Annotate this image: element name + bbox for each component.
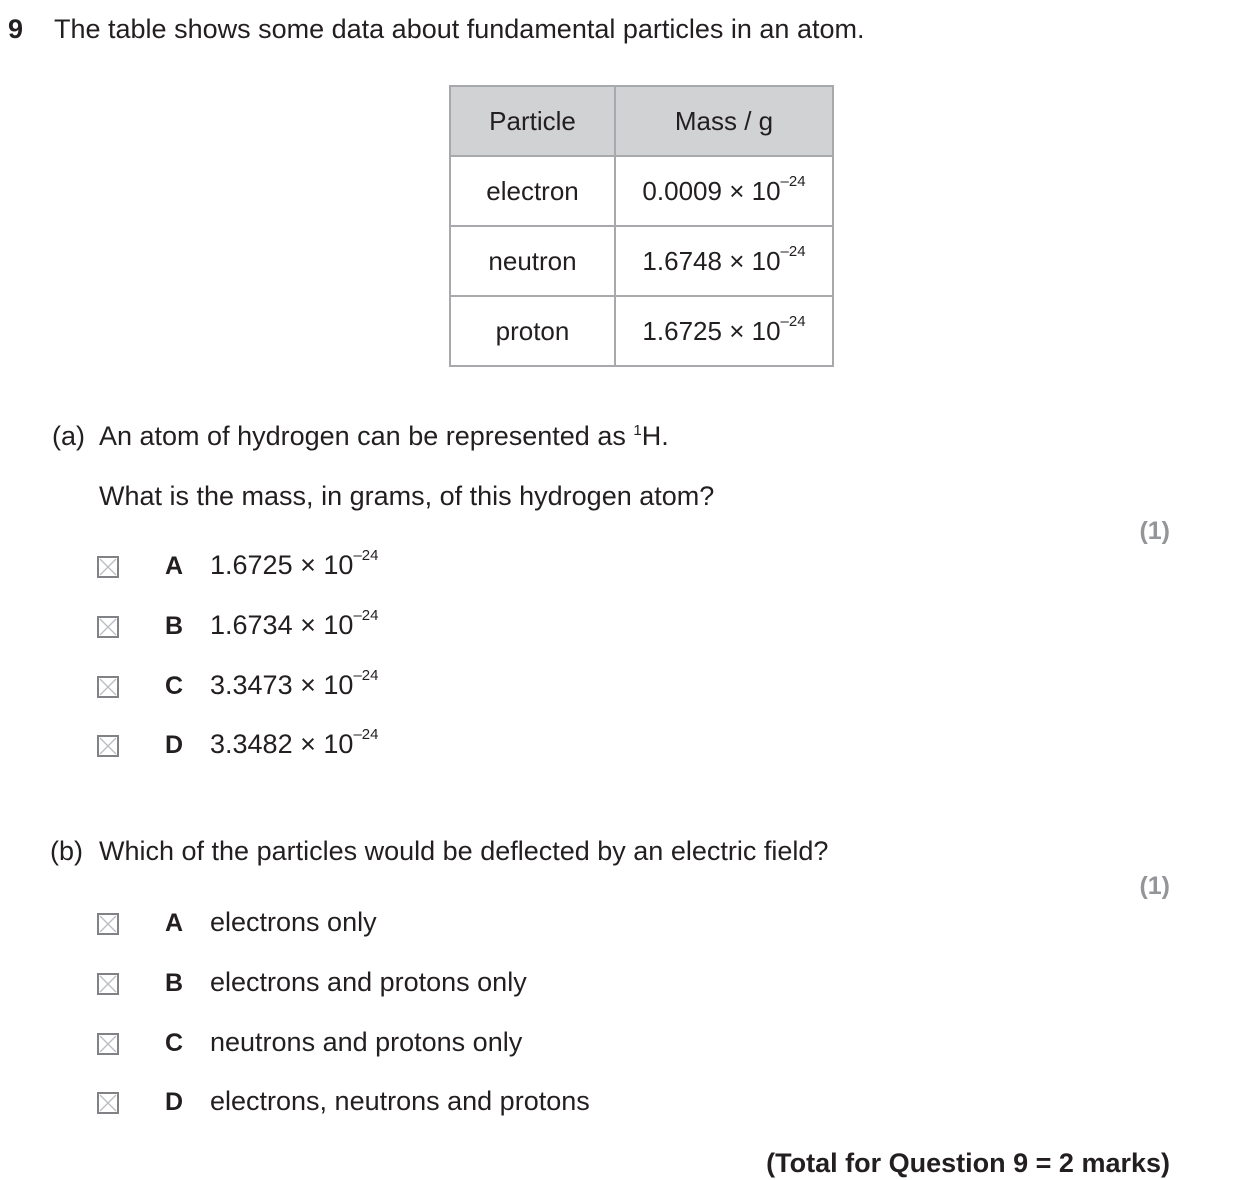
option-text: neutrons and protons only	[210, 1027, 523, 1057]
option-letter: C	[165, 672, 184, 700]
part-a-question-line1	[99, 421, 669, 452]
option-text	[210, 726, 379, 760]
isotope-mass-number: 1	[633, 422, 642, 439]
answer-checkbox[interactable]	[97, 1092, 119, 1114]
mass-exponent: –24	[780, 312, 806, 330]
cross-icon	[99, 618, 117, 636]
table-row	[450, 226, 833, 296]
option-letter: D	[165, 1088, 184, 1116]
part-b-label: (b)	[50, 836, 83, 866]
times-sign: ×	[729, 175, 745, 206]
option-a[interactable]	[97, 547, 379, 582]
times-sign: ×	[729, 315, 745, 346]
cross-icon	[99, 1094, 117, 1112]
option-letter: A	[165, 909, 184, 937]
mass-mantissa: 0.0009	[642, 175, 722, 206]
option-exponent: –24	[353, 607, 379, 624]
table-cell-particle: neutron	[450, 226, 615, 296]
table-cell-particle: proton	[450, 296, 615, 366]
answer-checkbox[interactable]	[97, 556, 119, 578]
option-text: electrons only	[210, 907, 377, 937]
table-cell-mass	[615, 296, 833, 366]
cross-icon	[99, 737, 117, 755]
option-text: electrons and protons only	[210, 967, 527, 997]
part-a-prefix: An atom of hydrogen can be represented as	[99, 421, 634, 451]
option-text: electrons, neutrons and protons	[210, 1086, 590, 1116]
mass-base: 10	[751, 315, 781, 346]
table-cell-mass	[615, 226, 833, 296]
answer-checkbox[interactable]	[97, 616, 119, 638]
mass-mantissa: 1.6725	[642, 315, 722, 346]
cross-icon	[99, 678, 117, 696]
times-sign: ×	[300, 729, 316, 759]
times-sign: ×	[300, 670, 316, 700]
option-letter: B	[165, 969, 184, 997]
isotope-symbol: H.	[641, 421, 669, 451]
particle-mass-table	[449, 85, 834, 367]
part-a-question-line2: What is the mass, in grams, of this hydrogen atom?	[99, 481, 715, 511]
mass-base: 10	[751, 175, 781, 206]
cross-icon	[99, 915, 117, 933]
option-d[interactable]	[97, 1086, 590, 1118]
answer-checkbox[interactable]	[97, 973, 119, 995]
table-row	[450, 156, 833, 226]
part-b-marks: (1)	[1139, 872, 1170, 900]
table-row	[450, 296, 833, 366]
option-base: 10	[323, 610, 354, 640]
cross-icon	[99, 558, 117, 576]
option-text	[210, 607, 379, 641]
option-d[interactable]	[97, 726, 379, 761]
option-letter: C	[165, 1029, 184, 1057]
option-c[interactable]	[97, 667, 379, 702]
cross-icon	[99, 975, 117, 993]
option-base: 10	[323, 670, 354, 700]
option-text	[210, 547, 379, 581]
cross-icon	[99, 1035, 117, 1053]
option-base: 10	[323, 550, 354, 580]
option-b[interactable]	[97, 607, 379, 642]
answer-checkbox[interactable]	[97, 676, 119, 698]
part-b-question: Which of the particles would be deflected by an electric field?	[99, 836, 829, 866]
mass-mantissa: 1.6748	[642, 245, 722, 276]
option-mantissa: 3.3482	[210, 729, 293, 759]
option-mantissa: 3.3473	[210, 670, 293, 700]
times-sign: ×	[300, 550, 316, 580]
times-sign: ×	[729, 245, 745, 276]
answer-checkbox[interactable]	[97, 913, 119, 935]
mass-exponent: –24	[780, 172, 806, 190]
table-header-mass: Mass / g	[615, 86, 833, 156]
times-sign: ×	[300, 610, 316, 640]
table-header-row	[450, 86, 833, 156]
mass-base: 10	[751, 245, 781, 276]
answer-checkbox[interactable]	[97, 735, 119, 757]
option-c[interactable]	[97, 1027, 523, 1059]
option-letter: A	[165, 552, 184, 580]
option-exponent: –24	[353, 547, 379, 564]
option-letter: D	[165, 731, 184, 759]
question-intro: The table shows some data about fundamental particles in an atom.	[54, 14, 865, 44]
option-mantissa: 1.6734	[210, 610, 293, 640]
option-letter: B	[165, 612, 184, 640]
table-cell-mass	[615, 156, 833, 226]
question-number: 9	[8, 14, 24, 44]
question-total-marks: (Total for Question 9 = 2 marks)	[766, 1148, 1170, 1178]
part-a-label: (a)	[52, 421, 85, 451]
part-a-marks: (1)	[1139, 517, 1170, 545]
table-header-particle: Particle	[450, 86, 615, 156]
option-text	[210, 667, 379, 701]
table-cell-particle: electron	[450, 156, 615, 226]
option-a[interactable]	[97, 907, 377, 939]
option-b[interactable]	[97, 967, 527, 999]
option-mantissa: 1.6725	[210, 550, 293, 580]
answer-checkbox[interactable]	[97, 1033, 119, 1055]
option-exponent: –24	[353, 667, 379, 684]
option-exponent: –24	[353, 726, 379, 743]
mass-exponent: –24	[780, 242, 806, 260]
option-base: 10	[323, 729, 354, 759]
